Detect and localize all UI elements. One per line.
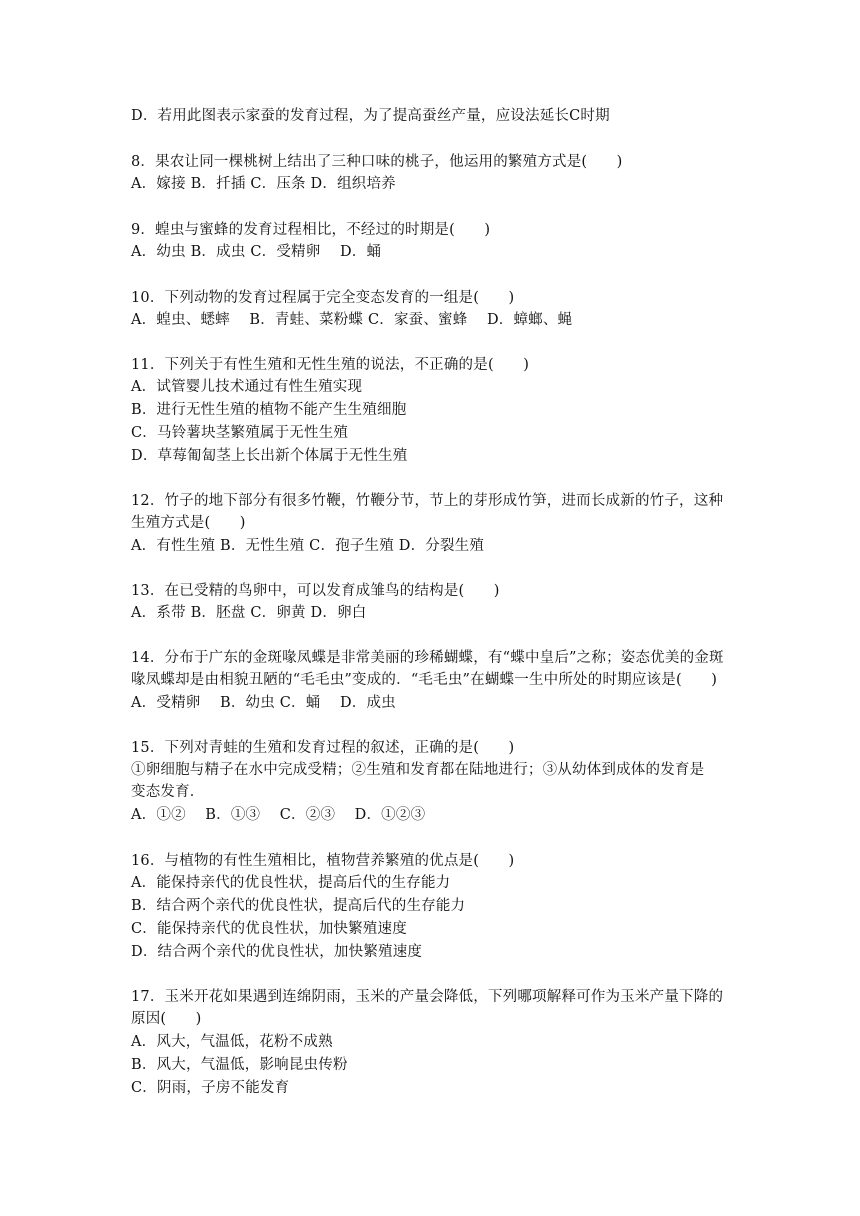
q14-stem-line1: 14．分布于广东的金斑喙凤蝶是非常美丽的珍稀蝴蝶，有“蝶中皇后”之称；姿态优美的金斑 bbox=[131, 650, 724, 666]
q11-stem: 11．下列关于有性生殖和无性生殖的说法，不正确的是( ) bbox=[131, 357, 530, 373]
q14-stem-line2: 喙凤蝶却是由相貌丑陋的“毛毛虫”变成的．“毛毛虫”在蝴蝶一生中所处的时期应该是( ) bbox=[131, 672, 718, 688]
q13-stem: 13．在已受精的鸟卵中，可以发育成雏鸟的结构是( ) bbox=[131, 583, 500, 599]
q17-stem-line2: 原因( ) bbox=[131, 1011, 202, 1027]
q10-options: A．蝗虫、蟋蟀 B．青蛙、菜粉蝶 C．家蚕、蜜蜂 D．蟑螂、蝇 bbox=[131, 312, 573, 328]
q13-options: A．系带 B．胚盘 C．卵黄 D．卵白 bbox=[131, 605, 367, 621]
q11-option-a: A．试管婴儿技术通过有性生殖实现 bbox=[131, 379, 363, 395]
q12-stem-line2: 生殖方式是( ) bbox=[131, 515, 246, 531]
q15-stem: 15．下列对青蛙的生殖和发育过程的叙述，正确的是( ) bbox=[131, 740, 515, 756]
q12-stem-line1: 12．竹子的地下部分有很多竹鞭，竹鞭分节，节上的芽形成竹笋，进而长成新的竹子，这种 bbox=[131, 493, 724, 509]
q12-options: A．有性生殖 B．无性生殖 C．孢子生殖 D．分裂生殖 bbox=[131, 538, 485, 554]
q16-option-a: A．能保持亲代的优良性状，提高后代的生存能力 bbox=[131, 875, 451, 891]
q9-stem: 9．蝗虫与蜜蜂的发育过程相比，不经过的时期是( ) bbox=[131, 222, 491, 238]
q10-stem: 10．下列动物的发育过程属于完全变态发育的一组是( ) bbox=[131, 290, 515, 306]
q16-option-c: C．能保持亲代的优良性状，加快繁殖速度 bbox=[131, 921, 407, 937]
q8-stem: 8．果农让同一棵桃树上结出了三种口味的桃子，他运用的繁殖方式是( ) bbox=[131, 154, 623, 170]
q15-statements-line2: 变态发育． bbox=[131, 784, 205, 800]
q11-option-c: C．马铃薯块茎繁殖属于无性生殖 bbox=[131, 425, 349, 441]
q17-stem-line1: 17．玉米开花如果遇到连绵阴雨，玉米的产量会降低，下列哪项解释可作为玉米产量下降的 bbox=[131, 989, 724, 1005]
q17-option-b: B．风大，气温低，影响昆虫传粉 bbox=[131, 1057, 348, 1073]
q14-options: A．受精卵 B．幼虫 C．蛹 D．成虫 bbox=[131, 695, 396, 711]
q15-statements-line1: ①卵细胞与精子在水中完成受精；②生殖和发育都在陆地进行；③从幼体到成体的发育是 bbox=[131, 762, 705, 778]
q15-options: A．①② B．①③ C．②③ D．①②③ bbox=[131, 807, 426, 823]
q9-options: A．幼虫 B．成虫 C．受精卵 D．蛹 bbox=[131, 244, 382, 260]
q16-stem: 16．与植物的有性生殖相比，植物营养繁殖的优点是( ) bbox=[131, 853, 515, 869]
q11-option-d: D．草莓匍匐茎上长出新个体属于无性生殖 bbox=[131, 448, 408, 464]
q16-option-d: D．结合两个亲代的优良性状，加快繁殖速度 bbox=[131, 944, 423, 960]
q16-option-b: B．结合两个亲代的优良性状，提高后代的生存能力 bbox=[131, 898, 466, 914]
q17-option-a: A．风大，气温低，花粉不成熟 bbox=[131, 1034, 333, 1050]
q8-options: A．嫁接 B．扦插 C．压条 D．组织培养 bbox=[131, 176, 396, 192]
q11-option-b: B．进行无性生殖的植物不能产生生殖细胞 bbox=[131, 402, 407, 418]
q17-option-c: C．阴雨，子房不能发育 bbox=[131, 1080, 290, 1096]
q7-option-d: D．若用此图表示家蚕的发育过程，为了提高蚕丝产量，应设法延长C时期 bbox=[131, 108, 610, 124]
